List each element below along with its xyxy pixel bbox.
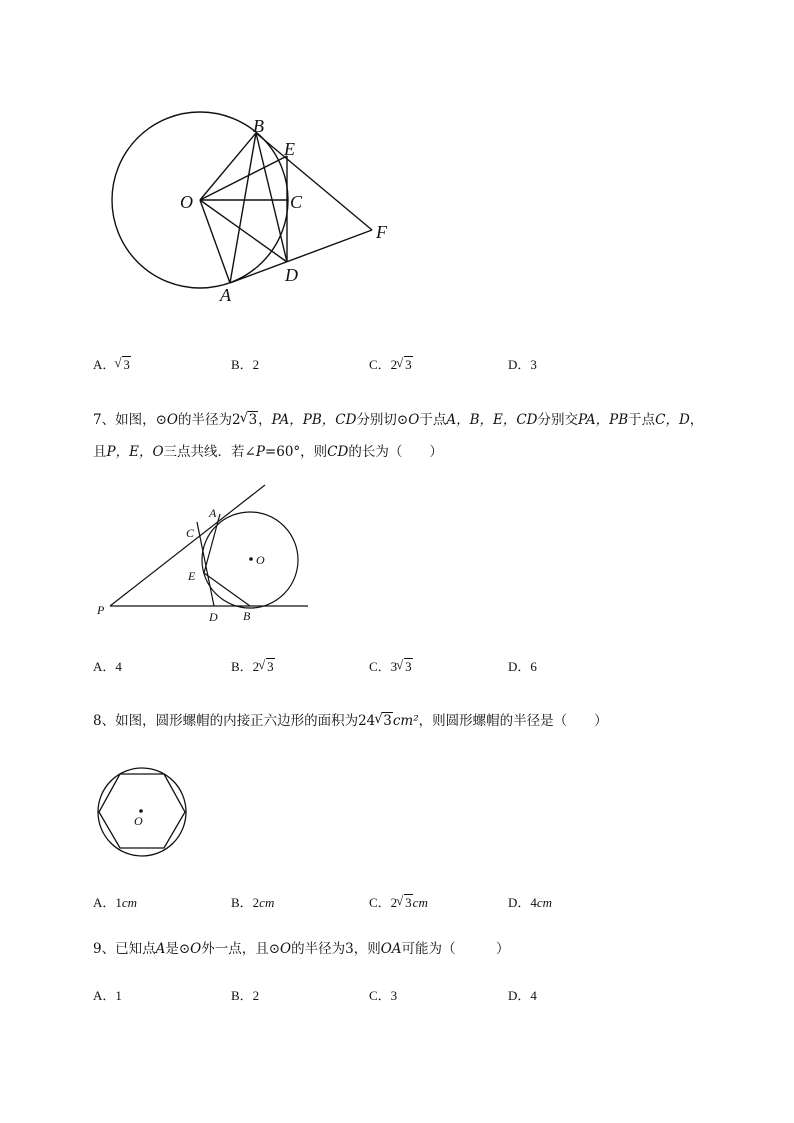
q7-label-C: C (186, 526, 195, 540)
q7-option-c[interactable]: C．3√ 3 (369, 656, 413, 675)
q7-label-P: P (97, 603, 105, 617)
q7-label-A: A (209, 506, 217, 520)
q6-label-F: F (376, 222, 387, 242)
q7-line-PA (110, 485, 265, 606)
q7-center-dot (249, 557, 253, 561)
q7-figure (0, 480, 794, 630)
q8-option-a[interactable]: A．1cm (93, 895, 138, 910)
q9-option-a[interactable]: A．1 (93, 988, 122, 1003)
q6-label-E: E (284, 139, 295, 159)
q6-label-C: C (290, 192, 303, 212)
sqrt-symbol: √ 3 (259, 659, 275, 675)
q8-center-dot (139, 809, 143, 813)
q9-text: 9、已知点A是⊙O外一点，且⊙O的半径为3，则OA可能为（ ） (93, 941, 510, 957)
sqrt-symbol: √ 3 (397, 659, 413, 675)
q8-option-b[interactable]: B．2cm (231, 895, 275, 910)
q8-figure (0, 760, 794, 870)
q6-option-c[interactable]: C．2√ 3 (369, 354, 413, 373)
q7-text-line2: 且P，E，O三点共线．若∠P=60°，则CD的长为（ ） (93, 444, 443, 460)
q9-option-b[interactable]: B．2 (231, 988, 260, 1003)
q9-option-d[interactable]: D．4 (508, 988, 537, 1003)
q6-figure (0, 0, 794, 330)
q8-text: 8、如图，圆形螺帽的内接正六边形的面积为24√ 3cm²，则圆形螺帽的半径是（ ） (93, 711, 608, 731)
q6-line-AF (230, 230, 372, 283)
sqrt-symbol: √ 3 (397, 895, 413, 911)
q6-line-OE (200, 156, 287, 200)
q6-option-a[interactable]: A．√ 3 (93, 354, 131, 373)
sqrt-symbol: √ 3 (241, 410, 259, 430)
sqrt-symbol: √ 3 (397, 357, 413, 373)
sqrt-symbol: √ 3 (115, 357, 131, 373)
q7-line-CD (197, 522, 214, 606)
q6-line-OB (200, 133, 256, 200)
q7-label-E: E (188, 569, 196, 583)
q6-label-O: O (180, 192, 193, 212)
q7-text-line1: 7、如图，⊙O的半径为2√ 3，PA，PB，CD分别切⊙O于点A，B，E，CD分别交PA，PB于点C，D， (93, 410, 703, 430)
sqrt-symbol: √ 3 (375, 711, 393, 731)
q7-option-a[interactable]: A．4 (93, 659, 122, 674)
q7-option-d[interactable]: D．6 (508, 659, 537, 674)
q9-option-c[interactable]: C．3 (369, 988, 398, 1003)
q7-line-AE (204, 514, 220, 573)
q7-label-O: O (256, 553, 265, 567)
q6-label-D: D (285, 265, 298, 285)
q6-line-BA (230, 133, 256, 283)
q6-option-b[interactable]: B．2 (231, 357, 260, 372)
q6-label-A: A (220, 285, 231, 305)
q8-label-O: O (134, 814, 143, 828)
q6-line-BF (256, 133, 372, 230)
q7-label-D: D (209, 610, 218, 624)
q7-label-B: B (243, 609, 251, 623)
q7-option-b[interactable]: B．2√ 3 (231, 656, 275, 675)
q8-option-d[interactable]: D．4cm (508, 895, 553, 910)
q6-line-OA (200, 200, 230, 283)
q6-option-d[interactable]: D．3 (508, 357, 537, 372)
q8-option-c[interactable]: C．2√ 3cm (369, 892, 428, 911)
q6-label-B: B (253, 116, 264, 136)
